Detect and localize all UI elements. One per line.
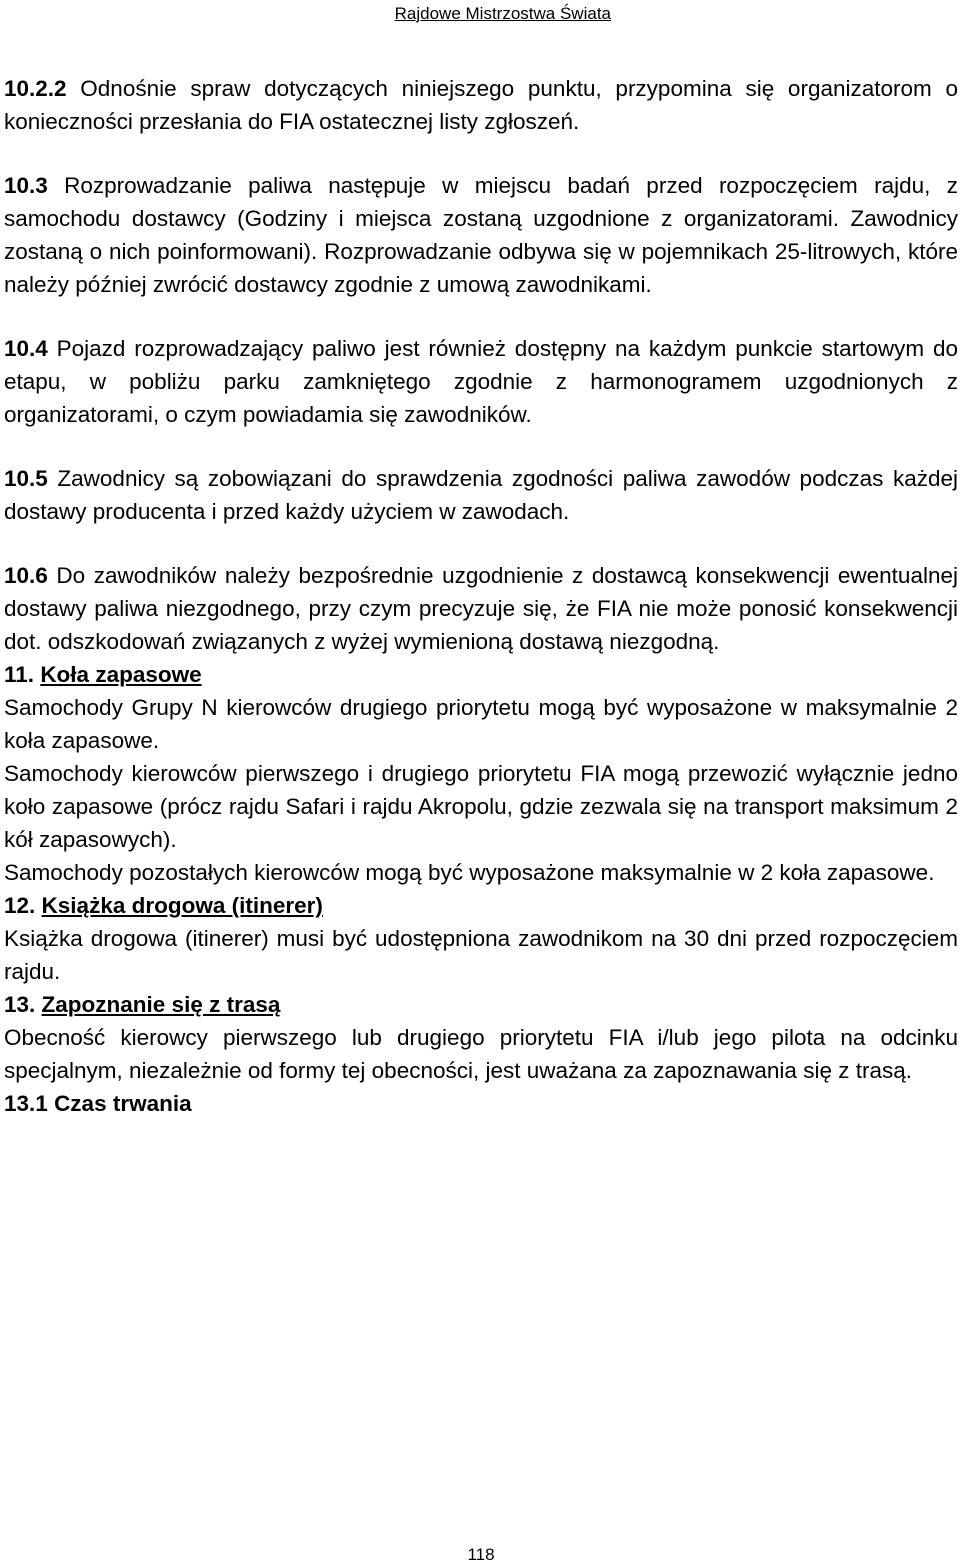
section-number: 10.3 xyxy=(4,173,48,198)
paragraph-11-2: Samochody kierowców pierwszego i drugiego priorytetu FIA mogą przewozić wyłącznie jedno koło zapasowe (prócz rajdu Safari i rajdu Akropolu, gdzie zezwala się na transport maksimum 2 kół zapasowych). xyxy=(4,761,958,852)
paragraph-text: Do zawodników należy bezpośrednie uzgodnienie z dostawcą konsekwencji ewentualnej dostawy paliwa niezgodnego, przy czym precyzuje się, że FIA nie może ponosić konsekwencji dot. odszkodowań związanych z wyżej wymienioną dostawą niezgodną. xyxy=(4,563,958,654)
paragraph-11-1: Samochody Grupy N kierowców drugiego priorytetu mogą być wyposażone w maksymalnie 2 koła zapasowe. xyxy=(4,695,958,753)
paragraph-10-2-2 xyxy=(4,72,958,138)
paragraph-11-3: Samochody pozostałych kierowców mogą być wyposażone maksymalnie w 2 koła zapasowe. xyxy=(4,860,935,885)
paragraph-10-6 xyxy=(4,559,958,658)
paragraph-10-5 xyxy=(4,462,958,528)
paragraph-13-1: Obecność kierowcy pierwszego lub drugiego priorytetu FIA i/lub jego pilota na odcinku specjalnym, niezależnie od formy tej obecności, jest uważana za zapoznawania się z trasą. xyxy=(4,1025,958,1083)
paragraph-text: Zawodnicy są zobowiązani do sprawdzenia zgodności paliwa zawodów podczas każdej dostawy producenta i przed każdy użyciem w zawodach. xyxy=(4,466,958,524)
section-heading-11 xyxy=(4,658,958,691)
section-title: Koła zapasowe xyxy=(40,662,202,687)
paragraph-text: Pojazd rozprowadzający paliwo jest również dostępny na każdym punkcie startowym do etapu, w pobliżu parku zamkniętego zgodnie z harmonogramem uzgodnionych z organizatorami, o czym powiadamia się zawodników. xyxy=(4,336,958,427)
section-number: 13. xyxy=(4,992,36,1017)
section-number: 10.6 xyxy=(4,563,48,588)
section-heading-13 xyxy=(4,988,958,1021)
section-number: 12. xyxy=(4,893,36,918)
section-number: 10.5 xyxy=(4,466,48,491)
section-heading-13-1 xyxy=(4,1087,958,1120)
section-number: 11. xyxy=(4,662,35,687)
section-number: 10.4 xyxy=(4,336,48,361)
running-header[interactable]: Rajdowe Mistrzostwa Świata xyxy=(394,4,611,23)
document-body xyxy=(4,72,958,1120)
paragraph-text: Rozprowadzanie paliwa następuje w miejscu badań przed rozpoczęciem rajdu, z samochodu dostawcy (Godziny i miejsca zostaną uzgodnione z organizatorami. Zawodnicy zostaną o nich poinformowani). Rozprowadzanie odbywa się w pojemnikach 25-litrowych, które należy później zwrócić dostawcy zgodnie z umową zawodnikami. xyxy=(4,173,958,297)
paragraph-10-3 xyxy=(4,169,958,301)
section-number: 10.2.2 xyxy=(4,76,67,101)
section-title: Książka drogowa (itinerer) xyxy=(41,893,323,918)
page-number-text: 118 xyxy=(467,1545,495,1564)
section-number: 13.1 xyxy=(4,1091,48,1116)
section-title: Czas trwania xyxy=(54,1091,192,1116)
section-title: Zapoznanie się z trasą xyxy=(41,992,281,1017)
section-heading-12 xyxy=(4,889,958,922)
paragraph-text: Odnośnie spraw dotyczących niniejszego punktu, przypomina się organizatorom o konieczności przesłania do FIA ostatecznej listy zgłoszeń. xyxy=(4,76,958,134)
paragraph-10-4 xyxy=(4,332,958,431)
page-number xyxy=(0,1545,960,1565)
paragraph-12-1: Książka drogowa (itinerer) musi być udostępniona zawodnikom na 30 dni przed rozpoczęciem rajdu. xyxy=(4,926,958,984)
